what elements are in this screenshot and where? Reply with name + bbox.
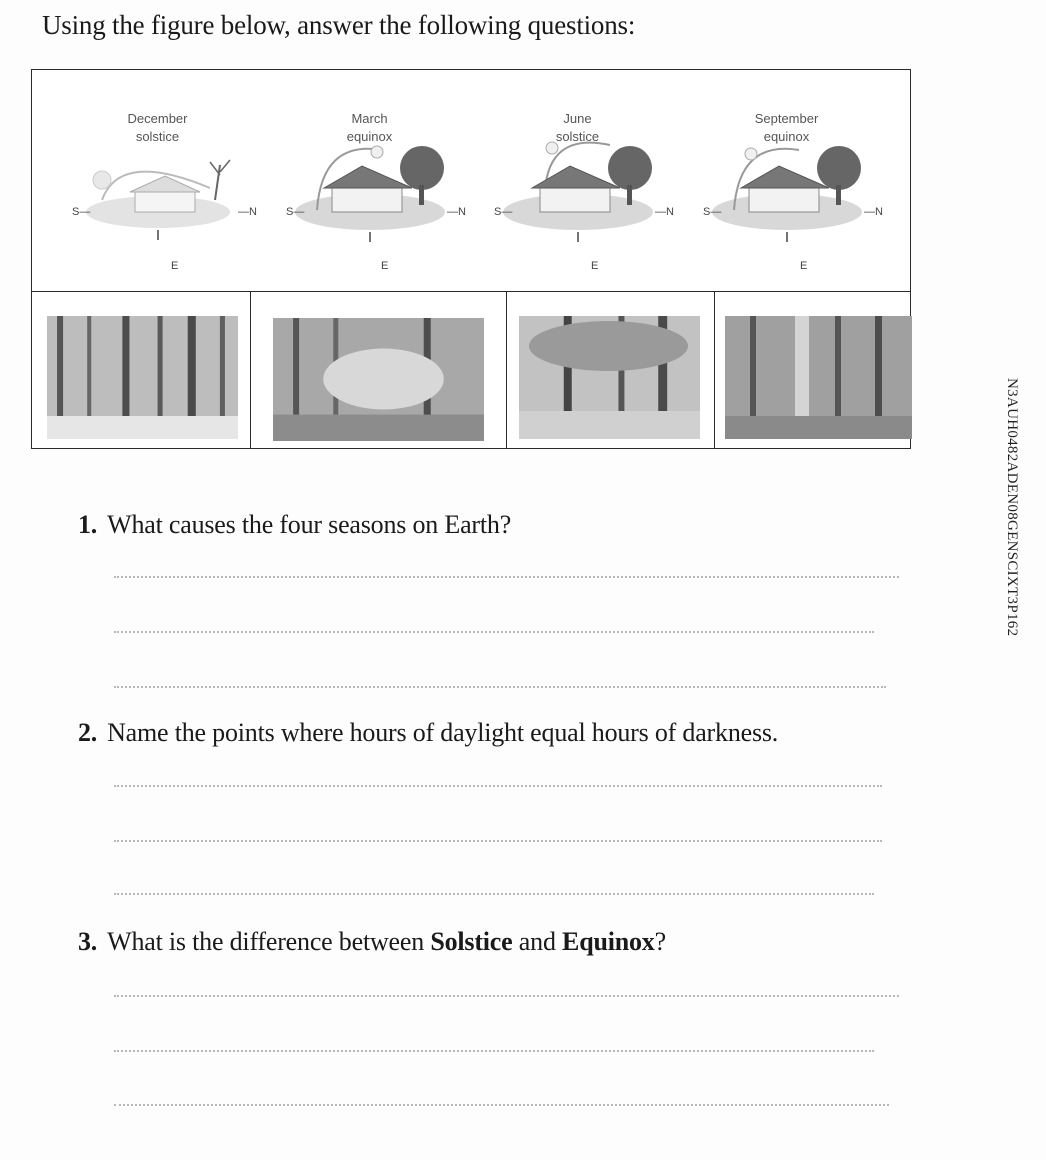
answer-line[interactable] bbox=[114, 1104, 889, 1106]
panel-december-solstice bbox=[50, 70, 265, 290]
answer-line[interactable] bbox=[114, 840, 882, 842]
forest-photos bbox=[32, 292, 910, 448]
sun-path-diagrams bbox=[32, 70, 910, 292]
instruction-text: Using the figure below, answer the following questions: bbox=[42, 10, 636, 40]
panel-label: June solstice bbox=[555, 111, 600, 144]
answer-line[interactable] bbox=[114, 686, 886, 688]
east-label: E bbox=[381, 260, 389, 272]
answer-line[interactable] bbox=[114, 995, 899, 997]
term-solstice: Solstice bbox=[430, 927, 513, 956]
answer-line[interactable] bbox=[114, 1050, 874, 1052]
question-3 bbox=[78, 927, 666, 957]
north-label: —N bbox=[655, 206, 674, 218]
south-label: S— bbox=[286, 206, 305, 218]
east-label: E bbox=[800, 260, 808, 272]
sun-path-diagram bbox=[262, 140, 477, 270]
question-text-middle: and bbox=[512, 927, 563, 956]
question-text: What causes the four seasons on Earth? bbox=[107, 510, 512, 539]
north-label: —N bbox=[864, 206, 883, 218]
photo-cell-summer bbox=[507, 292, 715, 448]
question-text-after: ? bbox=[654, 927, 666, 956]
question-number: 2. bbox=[78, 718, 98, 747]
answer-line[interactable] bbox=[114, 893, 874, 895]
photo-cell-autumn bbox=[715, 292, 912, 448]
panel-june-solstice bbox=[470, 70, 685, 290]
answer-line[interactable] bbox=[114, 576, 899, 578]
question-text-before: What is the difference between bbox=[107, 927, 431, 956]
north-label: —N bbox=[238, 206, 257, 218]
panel-label: March equinox bbox=[346, 111, 393, 144]
sun-path-diagram bbox=[679, 140, 894, 270]
question-number: 1. bbox=[78, 510, 98, 539]
winter-forest-photo bbox=[47, 316, 238, 439]
north-label: —N bbox=[447, 206, 466, 218]
seasons-figure bbox=[31, 69, 911, 449]
answer-line[interactable] bbox=[114, 785, 882, 787]
photo-cell-winter bbox=[32, 292, 251, 448]
spring-forest-photo bbox=[273, 318, 484, 441]
question-number: 3. bbox=[78, 927, 98, 956]
south-label: S— bbox=[494, 206, 513, 218]
east-label: E bbox=[591, 260, 599, 272]
south-label: S— bbox=[703, 206, 722, 218]
document-code: N3AUH0482ADEN08GENSCIXT3P162 bbox=[1004, 378, 1020, 637]
south-label: S— bbox=[72, 206, 91, 218]
east-label: E bbox=[171, 260, 179, 272]
sun-path-diagram bbox=[50, 140, 265, 270]
panel-label: September equinox bbox=[754, 111, 819, 144]
question-text: Name the points where hours of daylight equal hours of darkness. bbox=[107, 718, 779, 747]
term-equinox: Equinox bbox=[562, 927, 655, 956]
answer-line[interactable] bbox=[114, 631, 874, 633]
question-2 bbox=[78, 718, 778, 748]
question-1 bbox=[78, 510, 511, 540]
summer-forest-photo bbox=[519, 316, 700, 439]
photo-cell-spring bbox=[251, 292, 507, 448]
panel-march-equinox bbox=[262, 70, 477, 290]
sun-path-diagram bbox=[470, 140, 685, 270]
panel-label: December solstice bbox=[127, 111, 188, 144]
panel-september-equinox bbox=[679, 70, 894, 290]
autumn-forest-photo bbox=[725, 316, 912, 439]
